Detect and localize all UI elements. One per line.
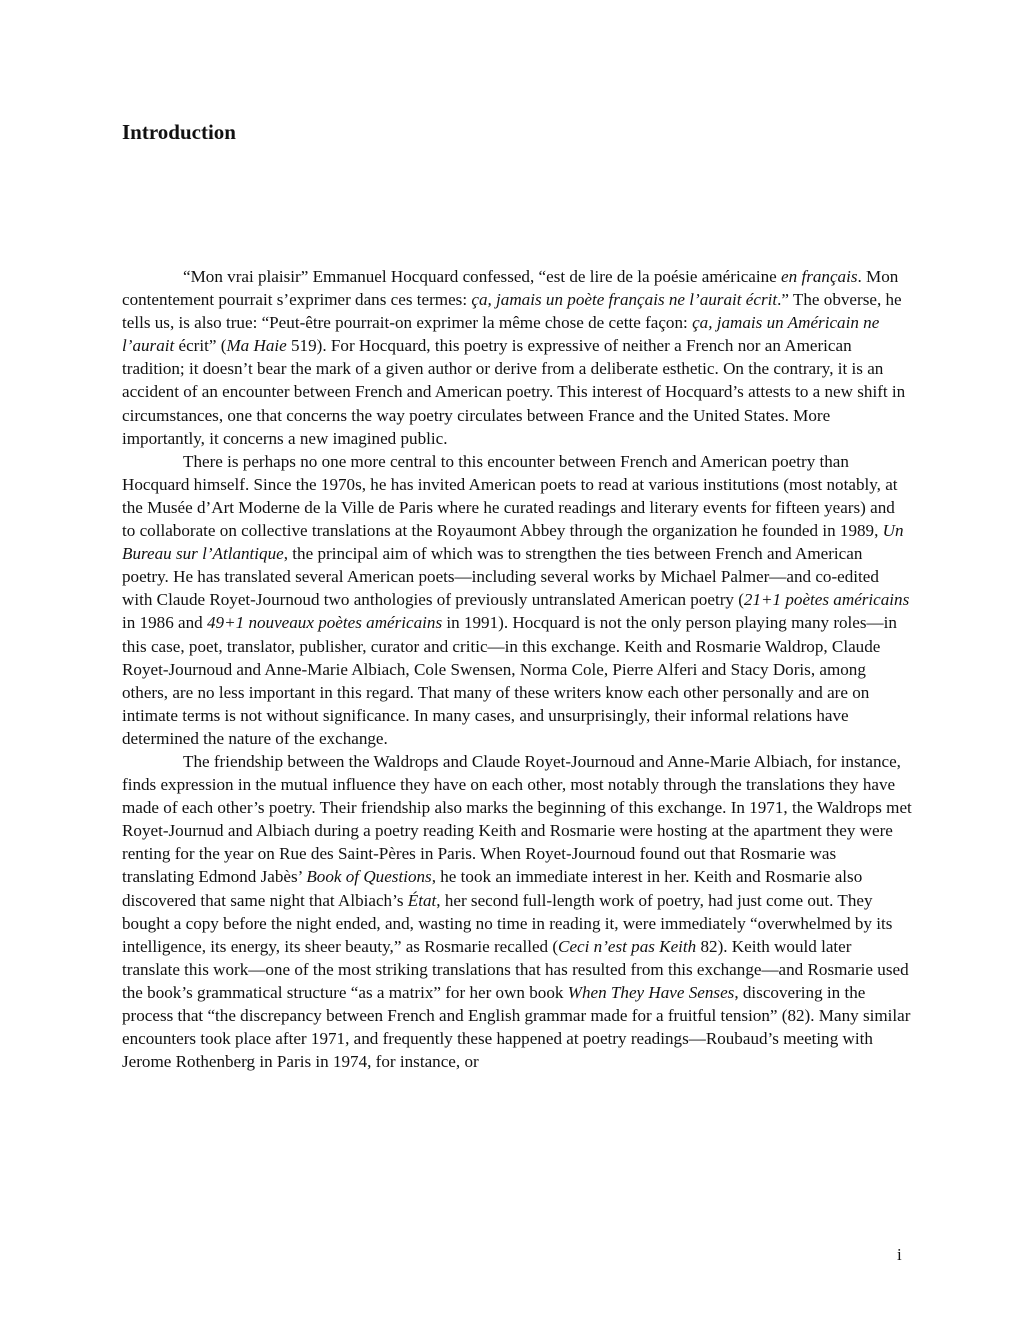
italic-text-run: État	[407, 890, 437, 910]
text-run: écrit” (	[174, 336, 227, 356]
text-run: “Mon vrai plaisir” Emmanuel Hocquard confessed, “est de lire de la poésie américaine	[183, 267, 782, 286]
text-run: . Mon contentement pourrait s’exprimer dans ces termes:	[122, 267, 899, 310]
italic-text-run: 49+1 nouveaux poètes américains	[207, 613, 443, 633]
page-number: i	[897, 1245, 902, 1264]
italic-text-run: Book of Questions	[306, 867, 432, 887]
paragraph	[122, 750, 912, 1073]
text-run: .” The obverse, he tells us, is also true: “Peut-être pourrait-on exprimer la même chose de cette façon:	[122, 290, 902, 333]
italic-text-run: Ceci n’est pas Keith	[558, 936, 697, 956]
italic-text-run: en français	[781, 267, 858, 286]
italic-text-run: ça, jamais un poète français ne l’aurait écrit	[471, 290, 778, 310]
text-run: in 1986 and	[122, 613, 207, 633]
italic-text-run: ça, jamais un Américain ne l’aurait	[122, 313, 880, 356]
text-run: The friendship between the Waldrops and Claude Royet-Journoud and Anne-Marie Albiach, for instance, finds expression in the mutual influence they have on each other, most notably through the translations they have made of each other’s poetry. Their friendship also marks the beginning of this exchange. In 1971, the Waldrops met Royet-Journud and Albiach during a poetry reading Keith and Rosmarie were hosting at the apartment they were renting for the year on Rue des Saint-Pères in Paris. When Royet-Journoud found out that Rosmarie was translating Edmond Jabès’	[122, 751, 912, 887]
text-run: in 1991). Hocquard is not the only person playing many roles—in this case, poet, translator, publisher, curator and critic—in this exchange. Keith and Rosmarie Waldrop, Claude Royet-Journoud and Anne-Marie Albiach, Cole Swensen, Norma Cole, Pierre Alferi and Stacy Doris, among others, are no less important in this regard. That many of these writers know each other personally and are on intimate terms is not without significance. In many cases, and unsurprisingly, their informal relations have determined the nature of the exchange.	[122, 613, 897, 748]
italic-text-run: 21+1 poètes américains	[743, 590, 910, 610]
paragraph	[122, 450, 912, 750]
text-run: 82). Keith would later translate this work—one of the most striking translations that has resulted from this exchange—and Rosmarie used the book’s grammatical structure “as a matrix” for her own book	[122, 936, 909, 1002]
italic-text-run: When They Have Senses	[567, 982, 735, 1002]
text-run: , discovering in the process that “the discrepancy between French and English grammar made for a fruitful tension” (82). Many similar encounters took place after 1971, and frequently these happened at poetry readings—Roubaud’s meeting with Jerome Rothenberg in Paris in 1974, for instance, or	[122, 982, 911, 1072]
text-run: 519). For Hocquard, this poetry is expressive of neither a French nor an American tradition; it doesn’t bear the mark of a given author or derive from a deliberate esthetic. On the contrary, it is an accident of an encounter between French and American poetry. This interest of Hocquard’s attests to a new shift in circumstances, one that concerns the way poetry circulates between France and the United States. More importantly, it concerns a new imagined public.	[122, 336, 906, 448]
paragraph	[122, 265, 912, 450]
text-run: , her second full-length work of poetry, had just come out. They bought a copy before the night ended, and, wasting no time in reading it, were immediately “overwhelmed by its intelligence, its energy, its sheer beauty,” as Rosmarie recalled (	[122, 890, 893, 956]
text-run: , he took an immediate interest in her. Keith and Rosmarie also discovered that same night that Albiach’s	[122, 867, 863, 910]
text-run: , the principal aim of which was to strengthen the ties between French and American poetry. He has translated several American poets—including several works by Michael Palmer—and co-edited with Claude Royet-Journoud two anthologies of previously untranslated American poetry (	[122, 544, 879, 610]
italic-text-run: Un Bureau sur l’Atlantique	[122, 521, 904, 564]
text-run: There is perhaps no one more central to this encounter between French and American poetry than Hocquard himself. Since the 1970s, he has invited American poets to read at various institutions (most notably, at the Musée d’Art Moderne de la Ville de Paris where he curated readings and literary events for fifteen years) and to collaborate on collective translations at the Royaumont Abbey through the organization he founded in 1989,	[122, 451, 898, 541]
body-text	[122, 265, 912, 1073]
italic-text-run: Ma Haie	[226, 336, 287, 356]
section-heading: Introduction	[122, 120, 236, 144]
